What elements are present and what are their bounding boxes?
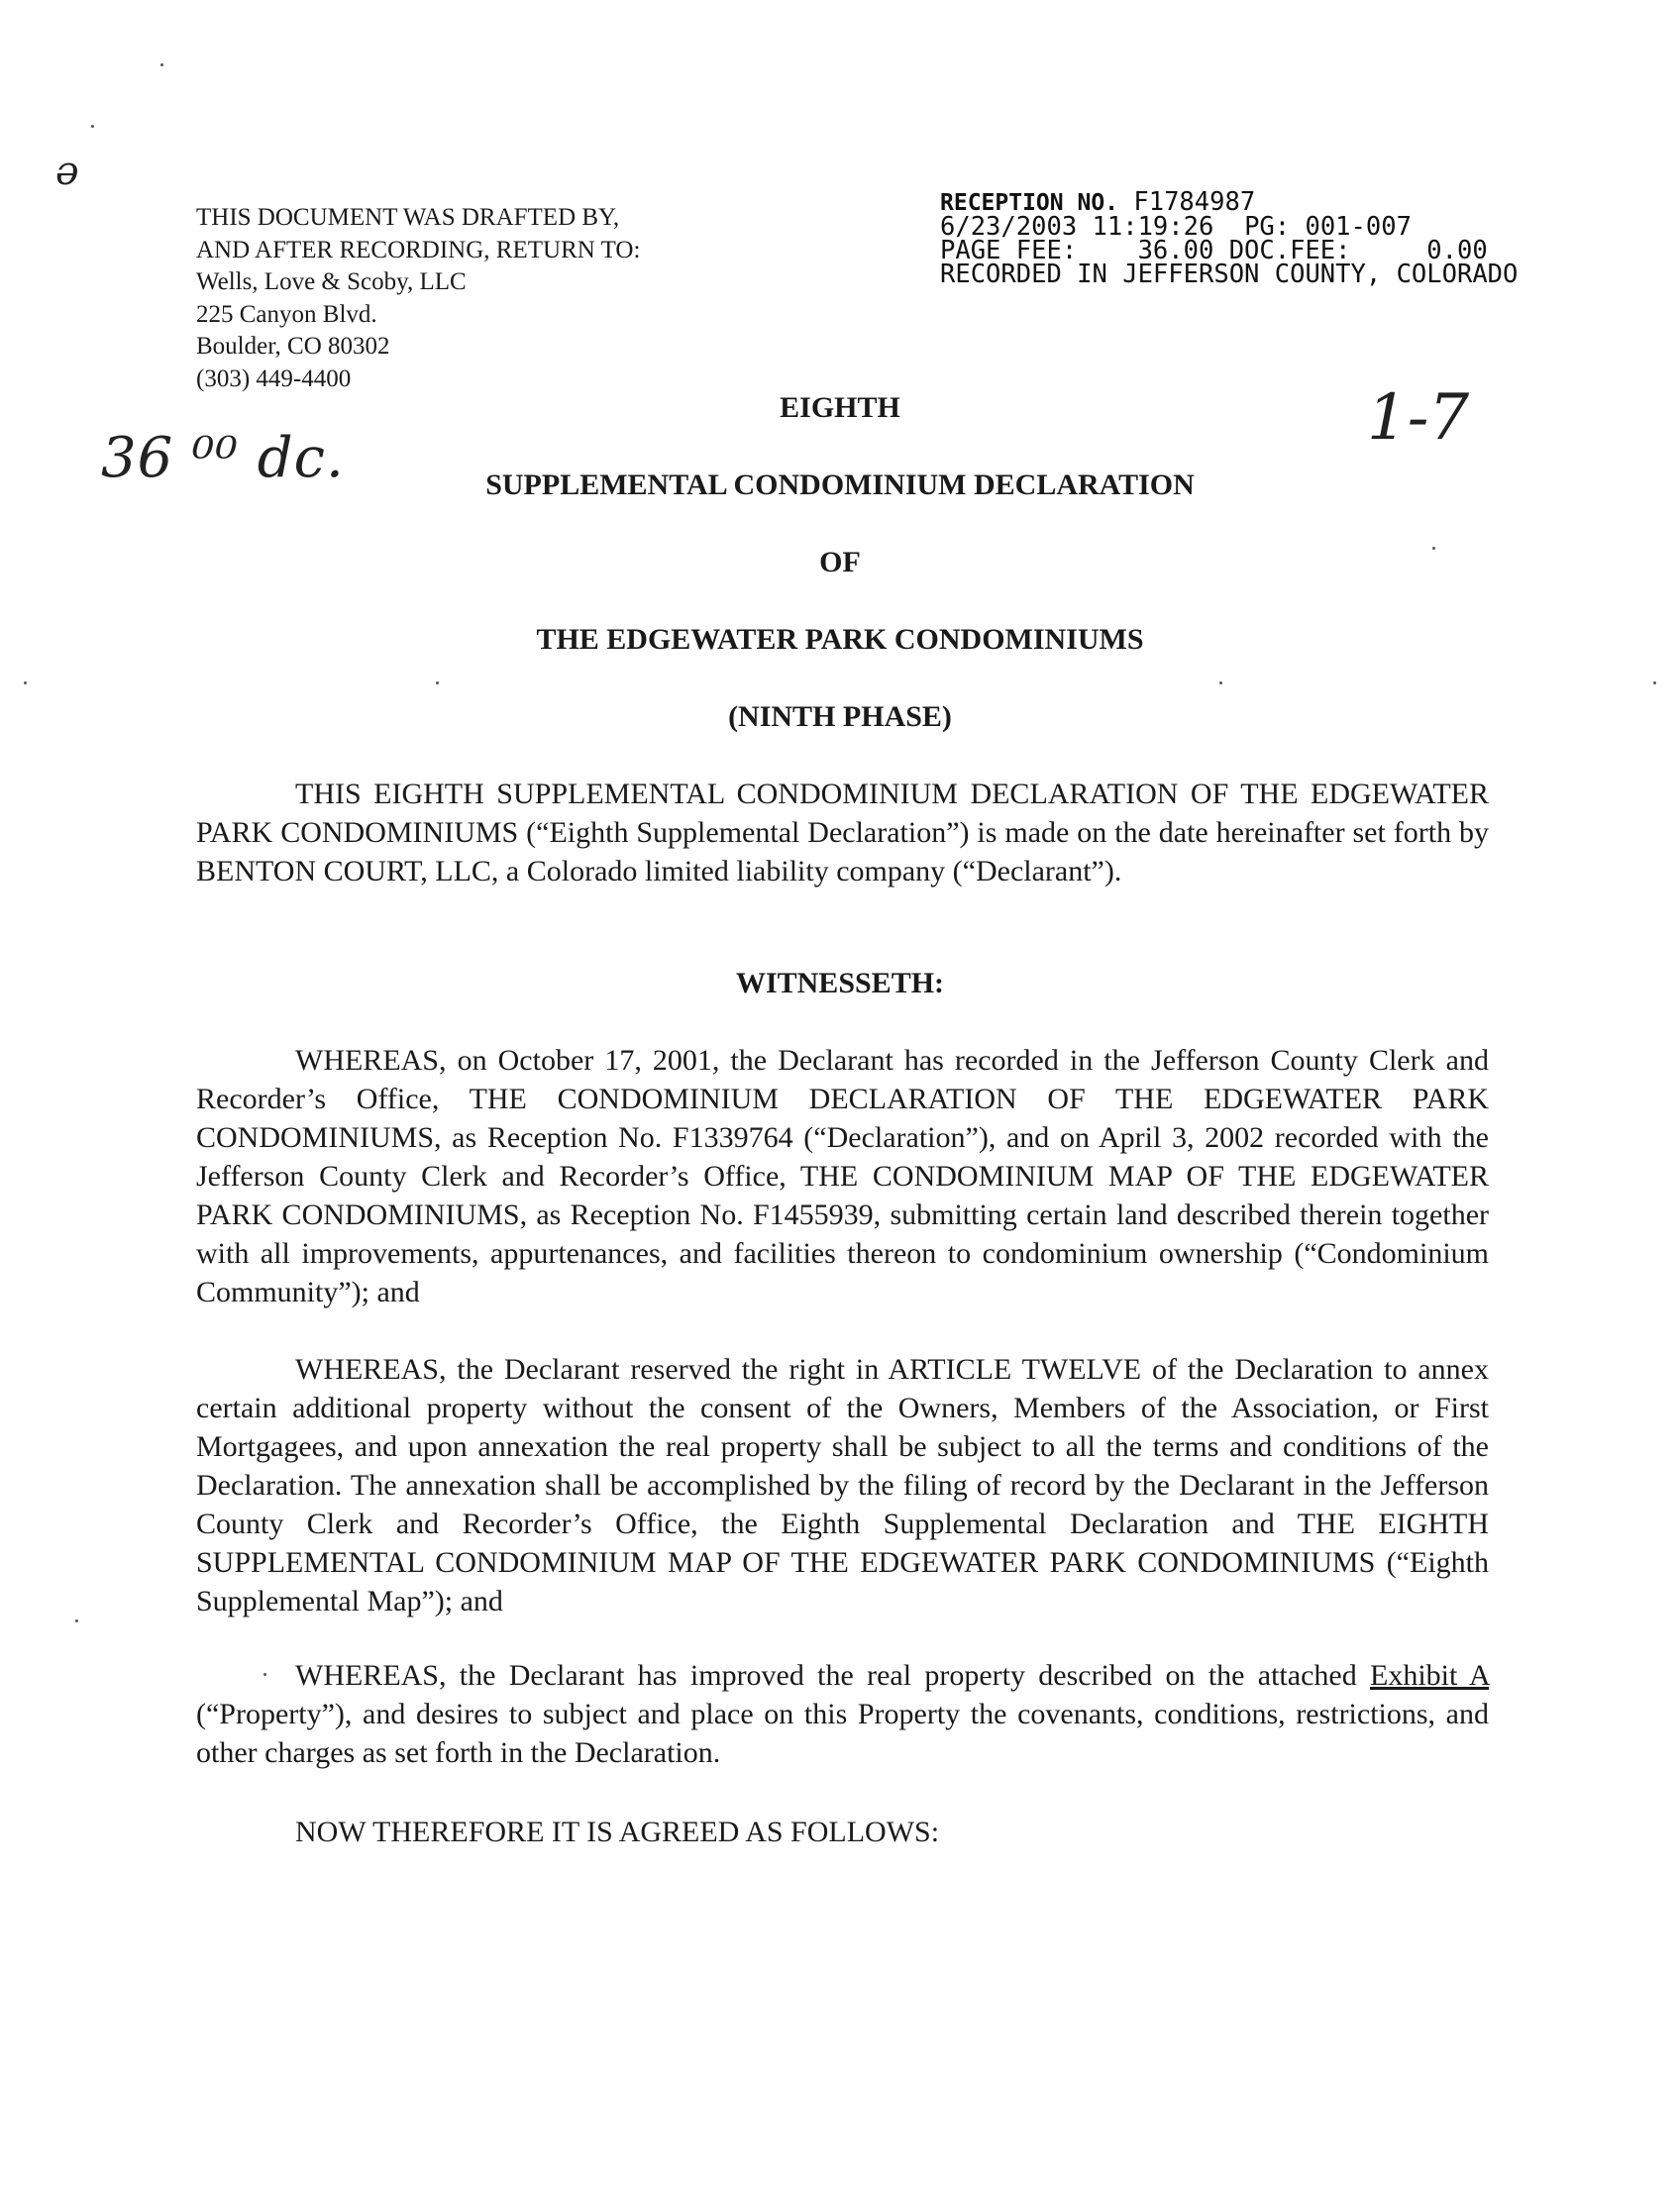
whereas-3-rest: (“Property”), and desires to subject and place on this Property the covenants, conditions, restrictions, and other charges as set forth in the Declaration. bbox=[196, 1698, 1489, 1769]
title-community: THE EDGEWATER PARK CONDOMINIUMS bbox=[536, 623, 1144, 656]
handwritten-fee-note: 36 ⁰⁰ dc. bbox=[101, 426, 345, 490]
drafted-by-phone: (303) 449-4400 bbox=[196, 365, 352, 392]
drafted-by-block bbox=[196, 202, 640, 395]
whereas-3-lead: WHEREAS, the Declarant has improved the real property described on the attached bbox=[295, 1659, 1357, 1692]
title-phase: (NINTH PHASE) bbox=[728, 700, 952, 733]
whereas-paragraph-3 bbox=[196, 1656, 1489, 1772]
drafted-by-line2: AND AFTER RECORDING, RETURN TO: bbox=[196, 236, 641, 263]
title-eighth: EIGHTH bbox=[780, 391, 900, 424]
now-therefore-line: NOW THEREFORE IT IS AGREED AS FOLLOWS: bbox=[295, 1816, 940, 1848]
witnesseth-heading: WITNESSETH: bbox=[735, 967, 945, 999]
handwritten-corner-mark: ə bbox=[55, 149, 79, 194]
stamp-reception-label: RECEPTION NO. bbox=[940, 190, 1119, 216]
title-of: OF bbox=[819, 546, 861, 578]
stamp-datetime: 6/23/2003 11:19:26 bbox=[940, 212, 1214, 242]
drafted-by-firm: Wells, Love & Scoby, LLC bbox=[196, 268, 467, 295]
drafted-by-street: 225 Canyon Blvd. bbox=[196, 300, 377, 328]
drafted-by-line1: THIS DOCUMENT WAS DRAFTED BY, bbox=[196, 204, 620, 231]
drafted-by-city: Boulder, CO 80302 bbox=[196, 333, 390, 360]
whereas-paragraph-2: WHEREAS, the Declarant reserved the right in ARTICLE TWELVE of the Declaration to annex certain additional property without the consent of the Owners, Members of the Association, or First Mortgagees, and upon annexation the real property shall be subject to all the terms and conditions of the Declaration. The annexation shall be accomplished by the filing of record by the Declarant in the Jefferson County Clerk and Recorder’s Office, the Eighth Supplemental Declaration and THE EIGHTH SUPPLEMENTAL CONDOMINIUM MAP OF THE EDGEWATER PARK CONDOMINIUMS (“Eighth Supplemental Map”); and bbox=[196, 1353, 1489, 1617]
intro-paragraph: THIS EIGHTH SUPPLEMENTAL CONDOMINIUM DECLARATION OF THE EDGEWATER PARK CONDOMINIUMS (“Eighth Supplemental Declaration”) is made on the date hereinafter set forth by BENTON COURT, LLC, a Colorado limited liability company (“Declarant”). bbox=[196, 778, 1489, 887]
stamp-fees: PAGE FEE: 36.00 DOC.FEE: 0.00 bbox=[940, 236, 1488, 265]
recording-stamp bbox=[940, 187, 1519, 289]
handwritten-page-range: 1-7 bbox=[1367, 381, 1470, 455]
stamp-pages: PG: 001-007 bbox=[1244, 212, 1412, 242]
title-declaration: SUPPLEMENTAL CONDOMINIUM DECLARATION bbox=[485, 469, 1195, 501]
stamp-reception-number: F1784987 bbox=[1133, 187, 1256, 217]
exhibit-a-reference: Exhibit A bbox=[1370, 1659, 1489, 1692]
whereas-paragraph-1: WHEREAS, on October 17, 2001, the Declarant has recorded in the Jefferson County Clerk and Recorder’s Office, THE CONDOMINIUM DECLARATION OF THE EDGEWATER PARK CONDOMINIUMS, as Reception No. F1339764 (“Declaration”), and on April 3, 2002 recorded with the Jefferson County Clerk and Recorder’s Office, THE CONDOMINIUM MAP OF THE EDGEWATER PARK CONDOMINIUMS, as Reception No. F1455939, submitting certain land described therein together with all improvements, appurtenances, and facilities thereon to condominium ownership (“Condominium Community”); and bbox=[196, 1044, 1489, 1308]
stamp-recorded-in: RECORDED IN JEFFERSON COUNTY, COLORADO bbox=[940, 260, 1519, 289]
